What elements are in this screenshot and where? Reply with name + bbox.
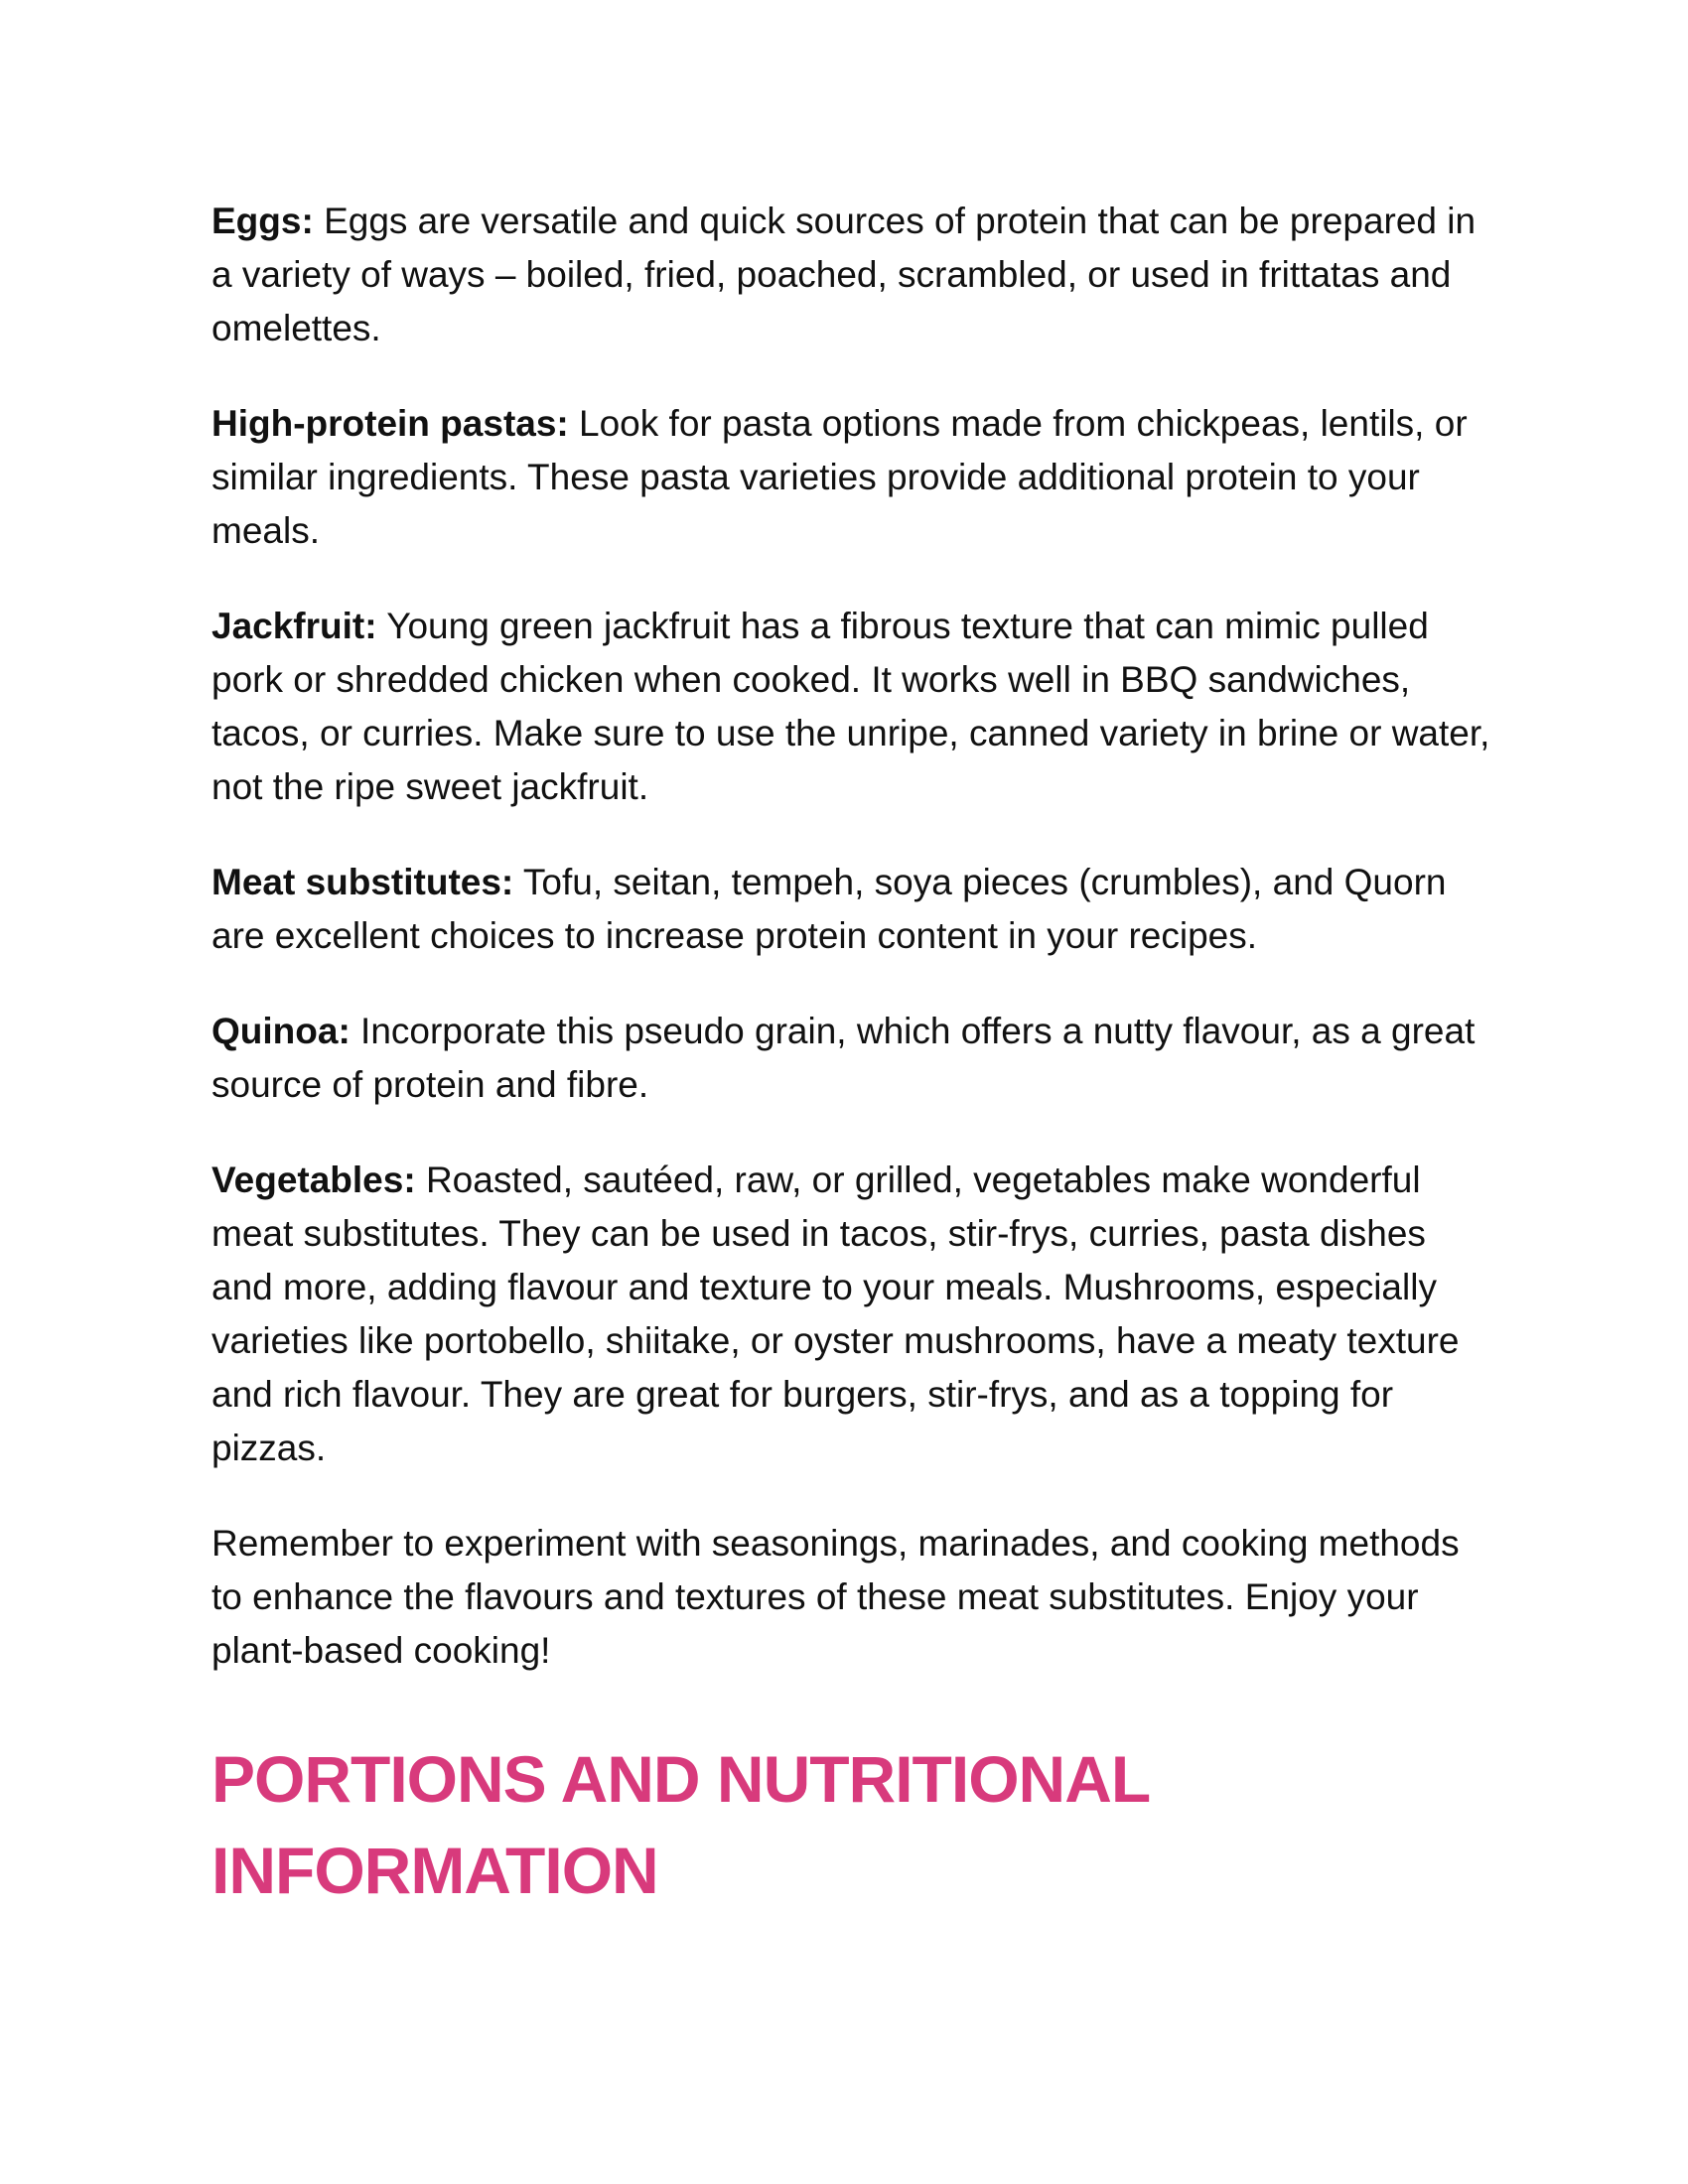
entry-vegetables (211, 1154, 1492, 1475)
closing-paragraph: Remember to experiment with seasonings, marinades, and cooking methods to enhance the flavours and textures of these meat substitutes. Enjoy your plant-based cooking! (211, 1523, 1460, 1671)
entry-text: Roasted, sautéed, raw, or grilled, vegetables make wonderful meat substitutes. They can be used in tacos, stir-frys, curries, pasta dishes and more, adding flavour and texture to your meals. Mushrooms, especially varieties like portobello, shiitake, or oyster mushrooms, have a meaty texture and rich flavour. They are great for burgers, stir-frys, and as a topping for pizzas. (211, 1160, 1460, 1468)
entry-text: Eggs are versatile and quick sources of protein that can be prepared in a variety of ways – boiled, fried, poached, scrambled, or used in frittatas and omelettes. (211, 201, 1477, 348)
document-body (211, 195, 1492, 1678)
entry-jackfruit (211, 600, 1492, 814)
entry-term: High-protein pastas: (211, 403, 569, 444)
entry-text: Incorporate this pseudo grain, which offers a nutty flavour, as a great source of protein and fibre. (211, 1011, 1476, 1105)
entry-text: Look for pasta options made from chickpeas, lentils, or similar ingredients. These pasta varieties provide additional protein to your meals. (211, 403, 1468, 551)
entry-term: Quinoa: (211, 1011, 351, 1051)
entry-term: Jackfruit: (211, 606, 377, 646)
entry-eggs (211, 195, 1492, 355)
entry-term: Eggs: (211, 201, 314, 241)
entry-meat-substitutes (211, 856, 1492, 963)
entry-high-protein-pastas (211, 397, 1492, 558)
entry-quinoa (211, 1005, 1492, 1112)
entry-term: Meat substitutes: (211, 862, 514, 902)
entry-term: Vegetables: (211, 1160, 416, 1200)
section-heading: PORTIONS AND NUTRITIONAL INFORMATION (211, 1742, 1149, 1907)
entry-text: Tofu, seitan, tempeh, soya pieces (crumbles), and Quorn are excellent choices to increase protein content in your recipes. (211, 862, 1447, 956)
entry-text: Young green jackfruit has a fibrous texture that can mimic pulled pork or shredded chicken when cooked. It works well in BBQ sandwiches, tacos, or curries. Make sure to use the unripe, canned variety in brine or water, not the ripe sweet jackfruit. (211, 606, 1490, 807)
